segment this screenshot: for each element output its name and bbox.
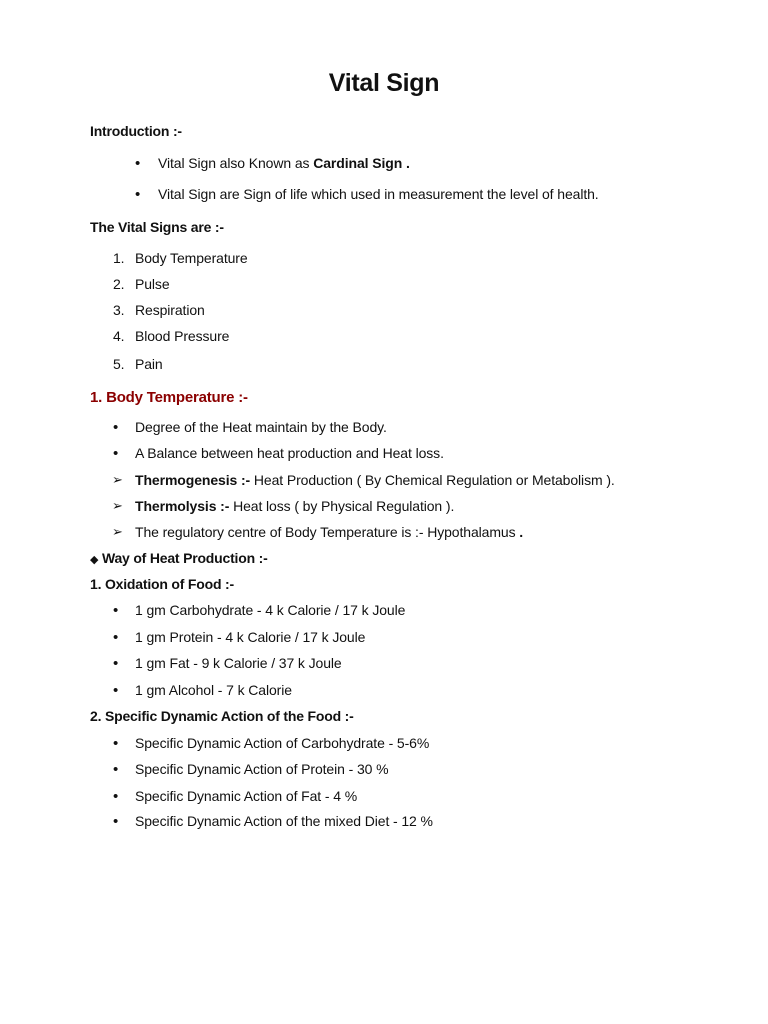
sda-heading: 2. Specific Dynamic Action of the Food :- (90, 708, 354, 724)
bullet-icon: • (113, 682, 119, 699)
list-item-text: Specific Dynamic Action of the mixed Diet - 12 % (135, 813, 433, 829)
body-temperature-heading: 1. Body Temperature :- (90, 389, 248, 406)
list-item-text (135, 498, 454, 514)
list-number: 1. (113, 250, 125, 266)
item-text: The regulatory centre of Body Temperature is :- Hypothalamus (135, 524, 520, 540)
list-item-text: 1 gm Alcohol - 7 k Calorie (135, 682, 292, 698)
vital-signs-heading: The Vital Signs are :- (90, 219, 224, 235)
bullet-icon: • (113, 735, 119, 752)
bullet-icon: • (135, 155, 141, 172)
list-item-text: Blood Pressure (135, 328, 230, 344)
bullet-icon: • (135, 186, 141, 203)
item-text: Heat Production ( By Chemical Regulation or Metabolism ). (250, 472, 615, 488)
bullet-icon: • (113, 602, 119, 619)
bullet-icon: • (113, 813, 119, 830)
list-item-text: 1 gm Carbohydrate - 4 k Calorie / 17 k Joule (135, 602, 406, 618)
bullet-icon: • (113, 419, 119, 436)
list-item-text (158, 155, 410, 171)
list-item-text (135, 472, 615, 488)
arrow-bullet-icon: ➢ (112, 524, 123, 539)
item-bold-suffix: . (519, 524, 524, 540)
list-item-text: Specific Dynamic Action of Protein - 30 % (135, 761, 389, 777)
list-number: 2. (113, 276, 125, 292)
bullet-icon: • (113, 788, 119, 805)
list-item-text: Respiration (135, 302, 205, 318)
list-item-text: Pain (135, 356, 163, 372)
list-item-text: A Balance between heat production and Heat loss. (135, 445, 444, 461)
term-label: Thermogenesis :- (135, 472, 251, 488)
heat-production-heading (90, 550, 268, 566)
item-bold-text: Cardinal Sign . (313, 155, 410, 171)
item-text: Vital Sign also Known as (158, 155, 314, 171)
bullet-icon: • (113, 445, 119, 462)
introduction-heading: Introduction :- (90, 123, 182, 139)
bullet-icon: • (113, 629, 119, 646)
arrow-bullet-icon: ➢ (112, 498, 123, 513)
list-item-text: Specific Dynamic Action of Fat - 4 % (135, 788, 358, 804)
list-item-text: Body Temperature (135, 250, 248, 266)
list-number: 5. (113, 356, 125, 372)
list-item-text: Degree of the Heat maintain by the Body. (135, 419, 387, 435)
list-item-text: Pulse (135, 276, 170, 292)
list-number: 4. (113, 328, 125, 344)
diamond-bullet-icon: ◆ (90, 554, 99, 566)
heading-text: Way of Heat Production :- (101, 550, 268, 566)
list-number: 3. (113, 302, 125, 318)
arrow-bullet-icon: ➢ (112, 472, 123, 487)
term-label: Thermolysis :- (135, 498, 230, 514)
list-item-text: 1 gm Protein - 4 k Calorie / 17 k Joule (135, 629, 366, 645)
list-item-text: 1 gm Fat - 9 k Calorie / 37 k Joule (135, 655, 342, 671)
item-text: Heat loss ( by Physical Regulation ). (229, 498, 455, 514)
list-item-text (135, 524, 523, 540)
bullet-icon: • (113, 655, 119, 672)
oxidation-heading: 1. Oxidation of Food :- (90, 576, 234, 592)
list-item-text: Vital Sign are Sign of life which used in measurement the level of health. (158, 186, 599, 202)
bullet-icon: • (113, 761, 119, 778)
page-title: Vital Sign (328, 69, 440, 97)
list-item-text: Specific Dynamic Action of Carbohydrate - 5-6% (135, 735, 430, 751)
